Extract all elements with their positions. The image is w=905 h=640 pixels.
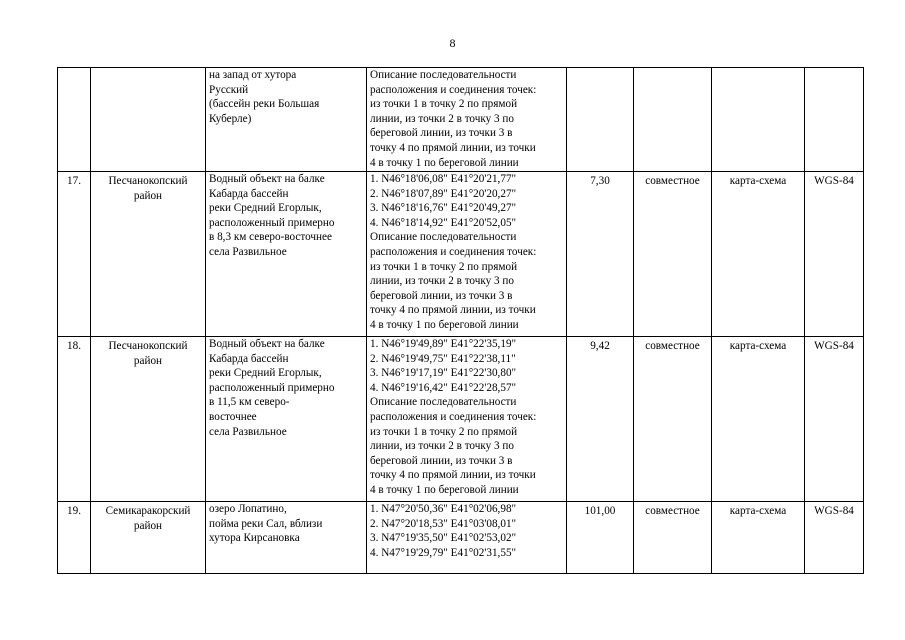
table-row [58,68,864,172]
district-cell [91,337,206,502]
coordinates-cell-line: точку 4 по прямой линии, из точки [370,141,536,154]
location-description-cell-line: села Развильное [209,425,287,438]
coordinates-cell [367,337,567,502]
document-type-cell: карта-схема [712,502,805,574]
coordinates-cell-line: линии, из точки 2 в точку 3 по [370,112,514,125]
location-description-cell-line: восточнее [209,410,257,423]
coordinates-cell-line: 1. N46°18'06,08" E41°20'21,77" [370,173,517,185]
coordinates-cell-line: береговой линии, из точки 3 в [370,127,513,140]
coordinates-cell-line: из точки 1 в точку 2 по прямой [370,260,518,273]
district-cell-line: район [133,189,163,202]
coordinates-cell-line: расположения и соединения точек: [370,245,537,258]
coordinates-cell-line: расположения и соединения точек: [370,83,537,96]
location-description-cell-line: озеро Лопатино, [209,503,287,515]
use-type-cell: совместное [634,337,712,502]
district-cell-line: район [133,354,163,367]
table-row [58,172,864,337]
coordinates-cell-line: точку 4 по прямой линии, из точки [370,469,536,482]
document-type-cell [712,68,805,172]
location-description-cell-line: Русский [209,83,249,96]
district-cell-line: Песчанокопский [108,175,188,187]
use-type-cell: совместное [634,502,712,574]
table-row [58,337,864,502]
coordinate-system-cell: WGS-84 [805,172,864,337]
district-cell-line: район [133,519,163,532]
district-cell-line: Песчанокопский [108,340,188,352]
coordinates-cell-line: Описание последовательности [370,396,517,409]
coordinates-cell [367,68,567,172]
document-type-cell: карта-схема [712,172,805,337]
district-cell [91,502,206,574]
coordinates-cell-line: 4. N46°19'16,42" E41°22'28,57" [370,381,517,394]
location-description-cell [206,172,367,337]
coordinates-cell-line: расположения и соединения точек: [370,410,537,423]
use-type-cell: совместное [634,172,712,337]
coordinates-cell-line: 3. N46°18'16,76" E41°20'49,27" [370,202,517,215]
row-number-cell: 19. [58,502,91,574]
location-description-cell [206,68,367,172]
coordinate-system-cell: WGS-84 [805,502,864,574]
location-description-cell-line: на запад от хутора [209,69,297,81]
coordinates-cell-line: береговой линии, из точки 3 в [370,454,513,467]
location-description-cell [206,337,367,502]
location-description-cell-line: реки Средний Егорлык, [209,202,322,215]
area-cell [567,68,634,172]
location-description-cell-line: Кабарда бассейн [209,352,289,365]
coordinate-system-cell [805,68,864,172]
coordinates-cell-line: 2. N46°19'49,75" E41°22'38,11" [370,352,516,365]
coordinates-cell-line: линии, из точки 2 в точку 3 по [370,275,514,288]
coordinates-cell-line: из точки 1 в точку 2 по прямой [370,425,518,438]
district-cell-line: Семикаракорский [105,505,191,517]
location-description-cell-line: реки Средний Егорлык, [209,367,322,380]
coordinates-cell-line: 2. N47°20'18,53" E41°03'08,01" [370,517,517,530]
coordinates-cell-line: 3. N47°19'35,50" E41°02'53,02" [370,532,517,545]
location-description-cell-line: расположенный примерно [209,381,335,394]
location-description-cell-line: хутора Кирсановка [209,532,300,545]
coordinates-cell-line: 4. N47°19'29,79" E41°02'31,55" [370,546,517,559]
location-description-cell-line: расположенный примерно [209,216,335,229]
row-number-cell: 18. [58,337,91,502]
coordinates-cell-line: Описание последовательности [370,69,517,81]
location-description-cell-line: (бассейн реки Большая [209,98,320,111]
coordinates-cell-line: 2. N46°18'07,89" E41°20'20,27" [370,187,517,200]
row-number-cell [58,68,91,172]
location-description-cell-line: Водный объект на балке [209,173,325,185]
area-cell: 9,42 [567,337,634,502]
district-cell [91,68,206,172]
coordinates-cell [367,502,567,574]
location-description-cell-line: в 11,5 км северо- [209,396,290,409]
coordinates-cell-line: береговой линии, из точки 3 в [370,289,513,302]
water-objects-table [57,67,864,574]
coordinates-cell-line: линии, из точки 2 в точку 3 по [370,440,514,453]
district-cell [91,172,206,337]
area-cell: 7,30 [567,172,634,337]
coordinates-cell-line: Описание последовательности [370,231,517,244]
coordinates-cell-line: из точки 1 в точку 2 по прямой [370,98,518,111]
location-description-cell-line: Водный объект на балке [209,338,325,350]
coordinates-cell-line: 4 в точку 1 по береговой линии [370,318,519,331]
coordinates-cell-line: 1. N47°20'50,36" E41°02'06,98" [370,503,517,515]
coordinates-cell-line: 4 в точку 1 по береговой линии [370,483,519,496]
coordinates-cell-line: 4. N46°18'14,92" E41°20'52,05" [370,216,517,229]
use-type-cell [634,68,712,172]
coordinates-cell-line: 1. N46°19'49,89" E41°22'35,19" [370,338,517,350]
coordinates-cell-line: точку 4 по прямой линии, из точки [370,304,536,317]
location-description-cell-line: села Развильное [209,245,287,258]
location-description-cell-line: в 8,3 км северо-восточнее [209,231,332,244]
location-description-cell-line: Куберле) [209,112,252,125]
coordinates-cell-line: 3. N46°19'17,19" E41°22'30,80" [370,367,517,380]
coordinate-system-cell: WGS-84 [805,337,864,502]
coordinates-cell [367,172,567,337]
coordinates-cell-line: 4 в точку 1 по береговой линии [370,156,519,169]
area-cell: 101,00 [567,502,634,574]
table-body [58,68,864,574]
table-row [58,502,864,574]
location-description-cell-line: Кабарда бассейн [209,187,289,200]
location-description-cell-line: пойма реки Сал, вблизи [209,517,323,530]
row-number-cell: 17. [58,172,91,337]
location-description-cell [206,502,367,574]
document-type-cell: карта-схема [712,337,805,502]
page-number: 8 [449,36,456,50]
